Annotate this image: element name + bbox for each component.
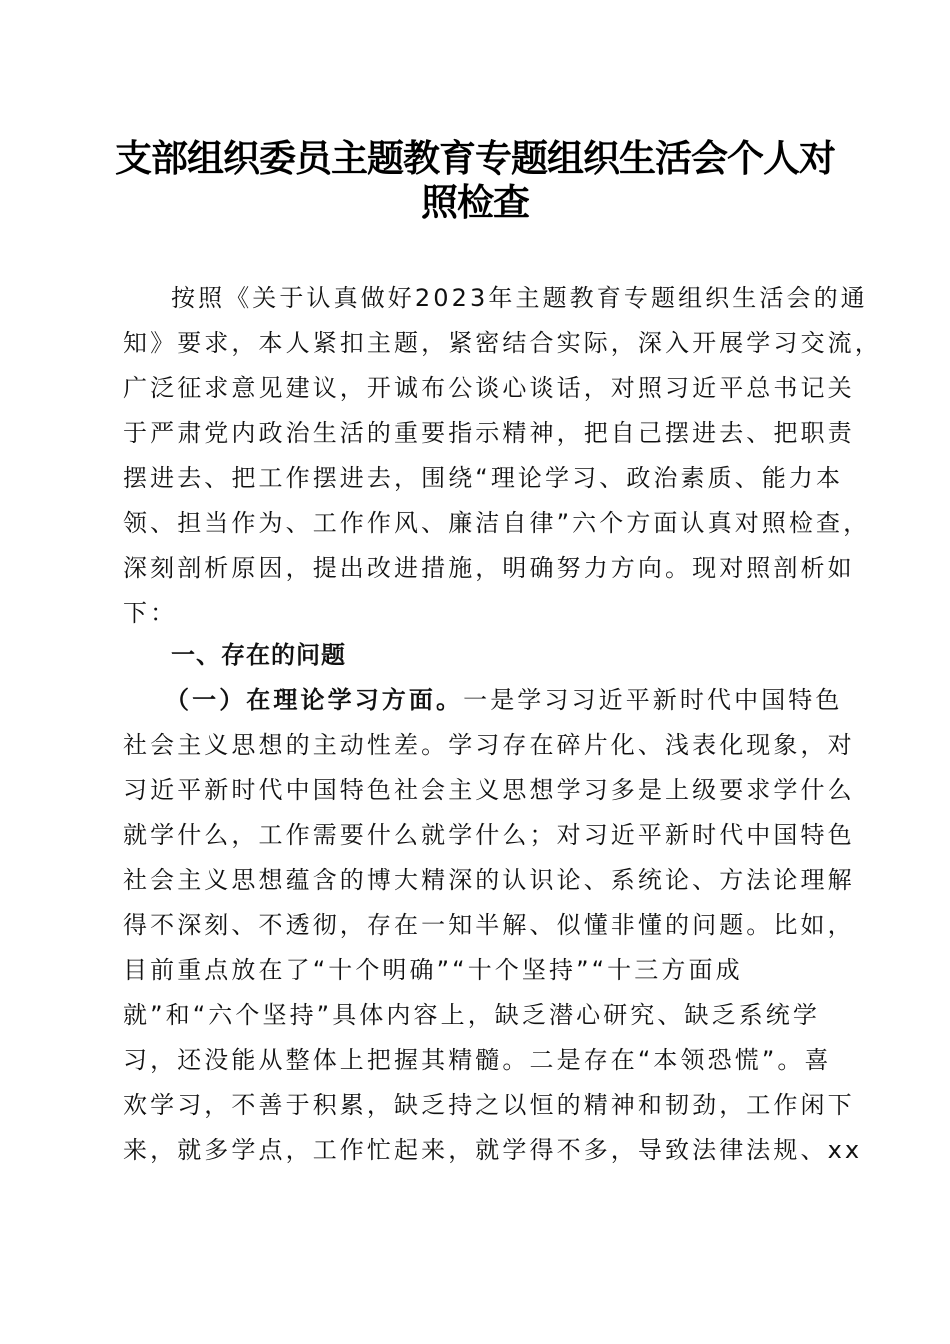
- paragraph-line: 习，还没能从整体上把握其精髓。二是存在“本领恐慌”。喜: [123, 1046, 832, 1074]
- section-heading: 一、存在的问题: [171, 641, 346, 669]
- paragraph-line: 欢学习，不善于积累，缺乏持之以恒的精神和韧劲，工作闲下: [123, 1091, 855, 1119]
- paragraph-line: 目前重点放在了“十个明确”“十个坚持”“十三方面成: [123, 956, 743, 984]
- paragraph-line: [165, 680, 875, 720]
- paragraph-line: 来，就多学点，工作忙起来，就学得不多，导致法律法规、xx: [123, 1136, 863, 1164]
- title-line-2: 照检查: [421, 180, 529, 224]
- paragraph-line: 知》要求，本人紧扣主题，紧密结合实际，深入开展学习交流，: [123, 329, 882, 357]
- paragraph-line: 深刻剖析原因，提出改进措施，明确努力方向。现对照剖析如: [123, 554, 855, 582]
- paragraph-line: 社会主义思想的主动性差。学习存在碎片化、浅表化现象，对: [123, 731, 855, 759]
- paragraph-line: 得不深刻、不透彻，存在一知半解、似懂非懂的问题。比如，: [123, 911, 855, 939]
- paragraph-line: 下：: [123, 599, 178, 627]
- paragraph-line: 领、担当作为、工作作风、廉洁自律”六个方面认真对照检查，: [123, 509, 871, 537]
- paragraph-line: 于严肃党内政治生活的重要指示精神，把自己摆进去、把职责: [123, 419, 855, 447]
- paragraph-line: 就”和“六个坚持”具体内容上，缺乏潜心研究、缺乏系统学: [123, 1001, 820, 1029]
- paragraph-line: 摆进去、把工作摆进去，围绕“理论学习、政治素质、能力本: [123, 464, 844, 492]
- paragraph-line: 就学什么，工作需要什么就学什么；对习近平新时代中国特色: [123, 821, 855, 849]
- subsection-lead-rest: 一是学习习近平新时代中国特色: [463, 686, 843, 714]
- paragraph-line: 广泛征求意见建议，开诚布公谈心谈话，对照习近平总书记关: [123, 374, 855, 402]
- title-line-1: 支部组织委员主题教育专题组织生活会个人对: [115, 136, 835, 180]
- paragraph-line: 社会主义思想蕴含的博大精深的认识论、系统论、方法论理解: [123, 866, 855, 894]
- paragraph-line: 按照《关于认真做好2023年主题教育专题组织生活会的通: [171, 284, 868, 312]
- paragraph-line: 习近平新时代中国特色社会主义思想学习多是上级要求学什么: [123, 776, 855, 804]
- subsection-lead: （一）在理论学习方面。: [165, 686, 464, 714]
